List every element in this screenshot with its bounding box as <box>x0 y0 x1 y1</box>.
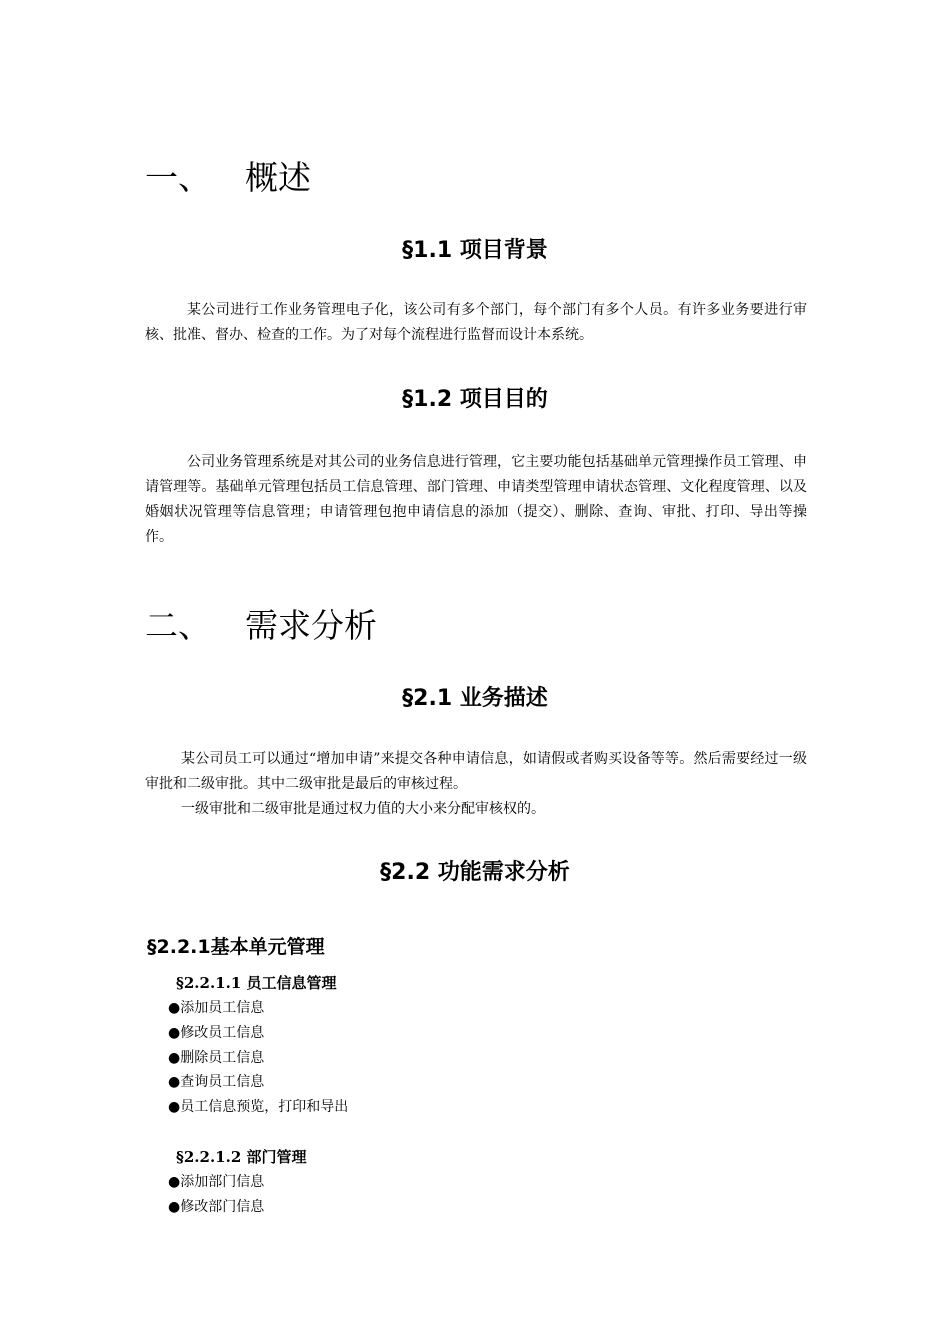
subsection-heading-business: §2.1 业务描述 <box>402 686 548 711</box>
department-functions-list <box>168 1170 264 1220</box>
section-heading-overview <box>145 158 311 198</box>
list-item: ●查询员工信息 <box>168 1074 265 1091</box>
subsection-heading-purpose: §1.2 项目目的 <box>402 387 548 412</box>
heading-employee-info-management: §2.2.1.1 员工信息管理 <box>176 974 337 992</box>
business-paragraphs <box>145 747 807 822</box>
section-heading-requirements <box>145 606 377 646</box>
paragraph-text: 某公司员工可以通过“增加申请”来提交各种申请信息，如请假或者购买设备等等。然后需要经过一级审批和二级审批。其中二级审批是最后的审核过程。 <box>145 751 807 792</box>
list-item: ●添加员工信息 <box>168 1000 265 1016</box>
employee-functions-list <box>168 996 348 1120</box>
paragraph-text: 一级审批和二级审批是通过权力值的大小来分配审核权的。 <box>181 801 545 817</box>
heading-department-management: §2.2.1.2 部门管理 <box>176 1148 307 1166</box>
paragraph-text: 某公司进行工作业务管理电子化，该公司有多个部门，每个部门有多个人员。有许多业务要进行审核、批准、督办、检查的工作。为了对每个流程进行监督而设计本系统。 <box>145 302 807 343</box>
list-item: ●修改员工信息 <box>168 1024 265 1041</box>
heading-basic-unit-management: §2.2.1基本单元管理 <box>147 936 325 958</box>
subsection-heading-background: §1.1 项目背景 <box>402 238 548 263</box>
list-item: ●修改部门信息 <box>168 1198 265 1215</box>
section-number: 二、 <box>145 606 211 645</box>
purpose-paragraph <box>145 450 807 550</box>
list-item: ●员工信息预览，打印和导出 <box>168 1099 349 1116</box>
paragraph-text: 公司业务管理系统是对其公司的业务信息进行管理，它主要功能包括基础单元管理操作员工管理、申请管理等。基础单元管理包括员工信息管理、部门管理、申请类型管理申请状态管理、文化程度管理、以及婚姻状况管理等信息管理；申请管理包抱申请信息的添加（提交）、删除、查询、审批、打印、导出等操作。 <box>145 454 807 545</box>
section-title: 概述 <box>245 158 311 197</box>
section-number: 一、 <box>145 158 211 197</box>
list-item: ●删除员工信息 <box>168 1049 265 1066</box>
list-item: ●添加部门信息 <box>168 1174 265 1190</box>
section-title: 需求分析 <box>245 606 377 645</box>
background-paragraph <box>145 298 807 348</box>
subsection-heading-functional: §2.2 功能需求分析 <box>380 860 570 885</box>
